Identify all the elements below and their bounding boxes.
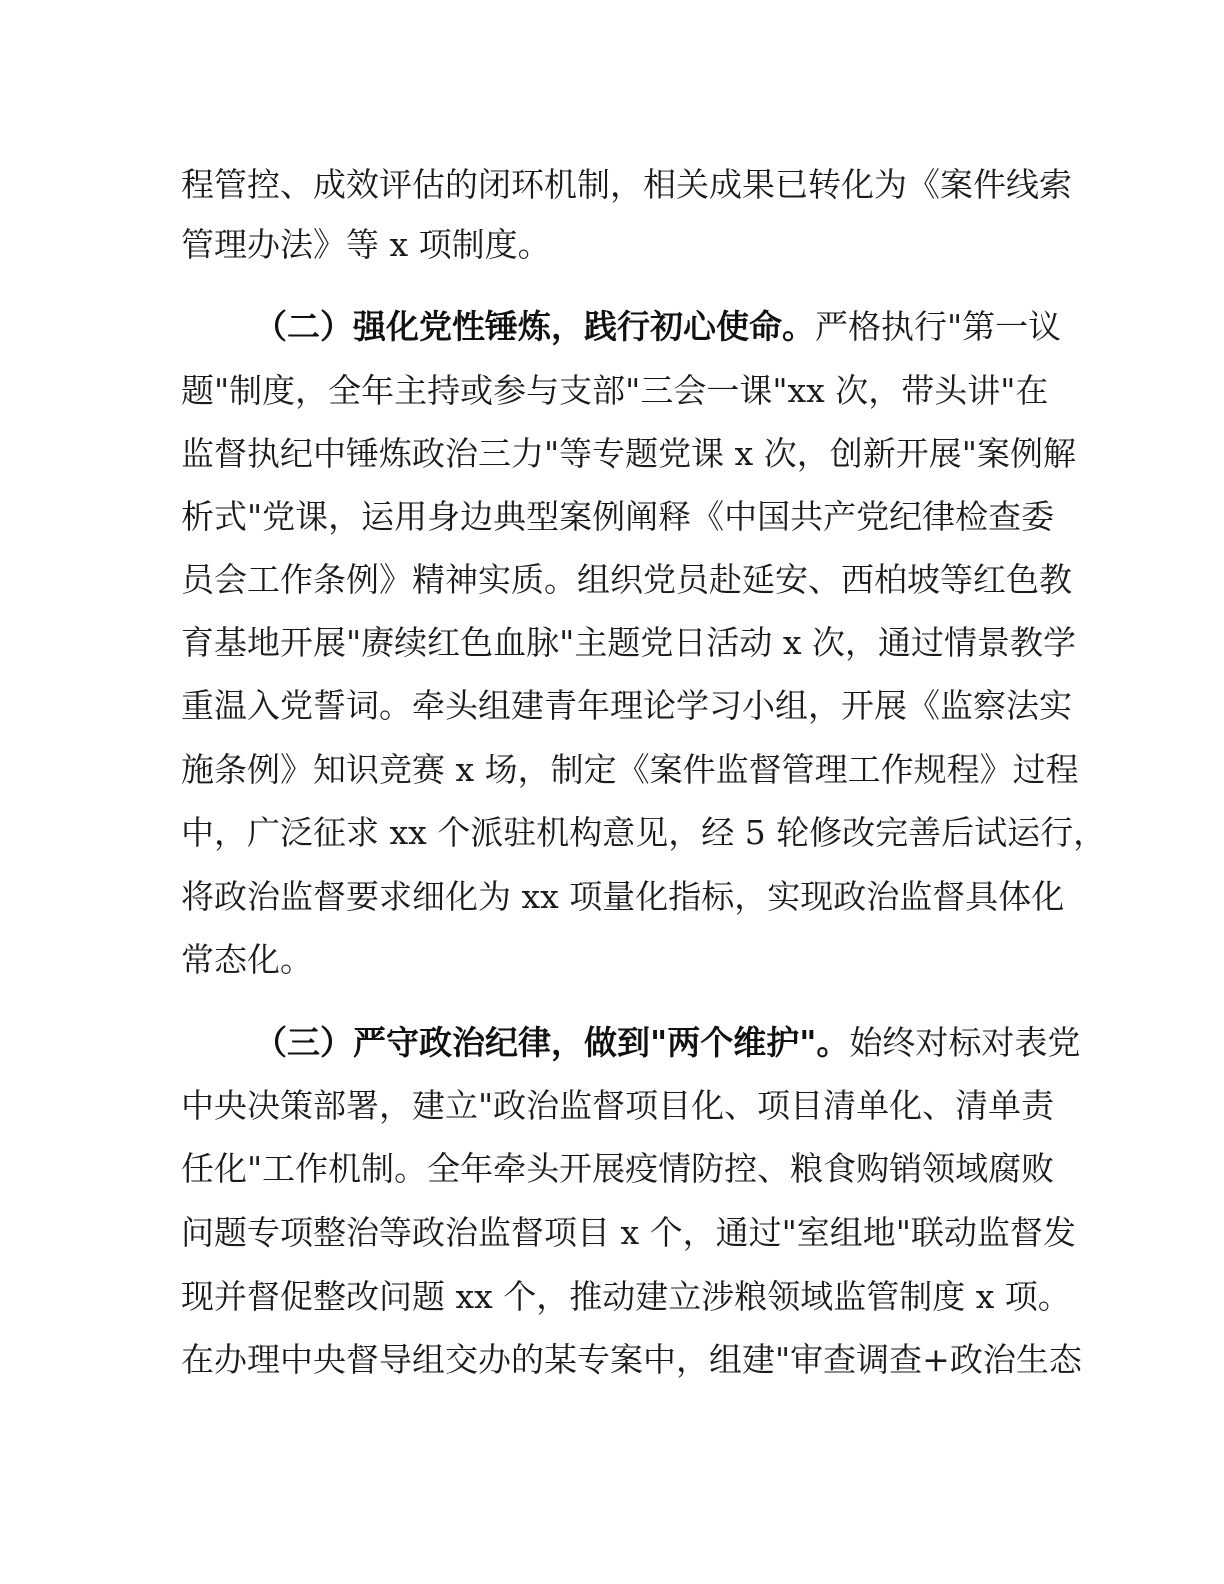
paragraph-line: 管理办法》等 x 项制度。 [181, 225, 551, 264]
paragraph-line: 程管控、成效评估的闭环机制，相关成果已转化为《案件线索 [181, 165, 1072, 204]
paragraph-line: 任化"工作机制。全年牵头开展疫情防控、粮食购销领域腐败 [181, 1149, 1055, 1188]
paragraph-line: 在办理中央督导组交办的某专案中，组建"审查调查+政治生态 [181, 1340, 1082, 1379]
paragraph-line: 员会工作条例》精神实质。组织党员赴延安、西柏坡等红色教 [181, 560, 1072, 599]
paragraph-line: 将政治监督要求细化为 xx 项量化指标，实现政治监督具体化 [181, 877, 1065, 916]
paragraph-line: 问题专项整治等政治监督项目 x 个，通过"室组地"联动监督发 [181, 1213, 1076, 1252]
paragraph-line: 育基地开展"赓续红色血脉"主题党日活动 x 次，通过情景教学 [181, 623, 1076, 662]
paragraph-line: 常态化。 [181, 940, 313, 979]
section-2-heading: （二）强化党性锤炼，践行初心使命。 [254, 307, 815, 346]
paragraph-line: 中央决策部署，建立"政治监督项目化、项目清单化、清单责 [181, 1086, 1055, 1125]
paragraph-line: 重温入党誓词。牵头组建青年理论学习小组，开展《监察法实 [181, 686, 1072, 725]
paragraph-line: 现并督促整改问题 xx 个，推动建立涉粮领域监管制度 x 项。 [181, 1277, 1071, 1316]
section-3-heading: （三）严守政治纪律，做到"两个维护"。 [254, 1023, 850, 1062]
section-2-first-line-text: 严格执行"第一议 [815, 307, 1062, 346]
section-2-first-line [254, 302, 1062, 352]
paragraph-line: 中，广泛征求 xx 个派驻机构意见，经 5 轮修改完善后试运行， [181, 813, 1107, 852]
paragraph-line: 监督执纪中锤炼政治三力"等专题党课 x 次，创新开展"案例解 [181, 434, 1076, 473]
paragraph-line: 析式"党课，运用身边典型案例阐释《中国共产党纪律检查委 [181, 497, 1055, 536]
section-3-first-line [254, 1018, 1081, 1068]
section-3-first-line-text: 始终对标对表党 [849, 1023, 1081, 1062]
paragraph-line: 施条例》知识竞赛 x 场，制定《案件监督管理工作规程》过程 [181, 750, 1079, 789]
paragraph-line: 题"制度，全年主持或参与支部"三会一课"xx 次，带头讲"在 [181, 371, 1049, 410]
